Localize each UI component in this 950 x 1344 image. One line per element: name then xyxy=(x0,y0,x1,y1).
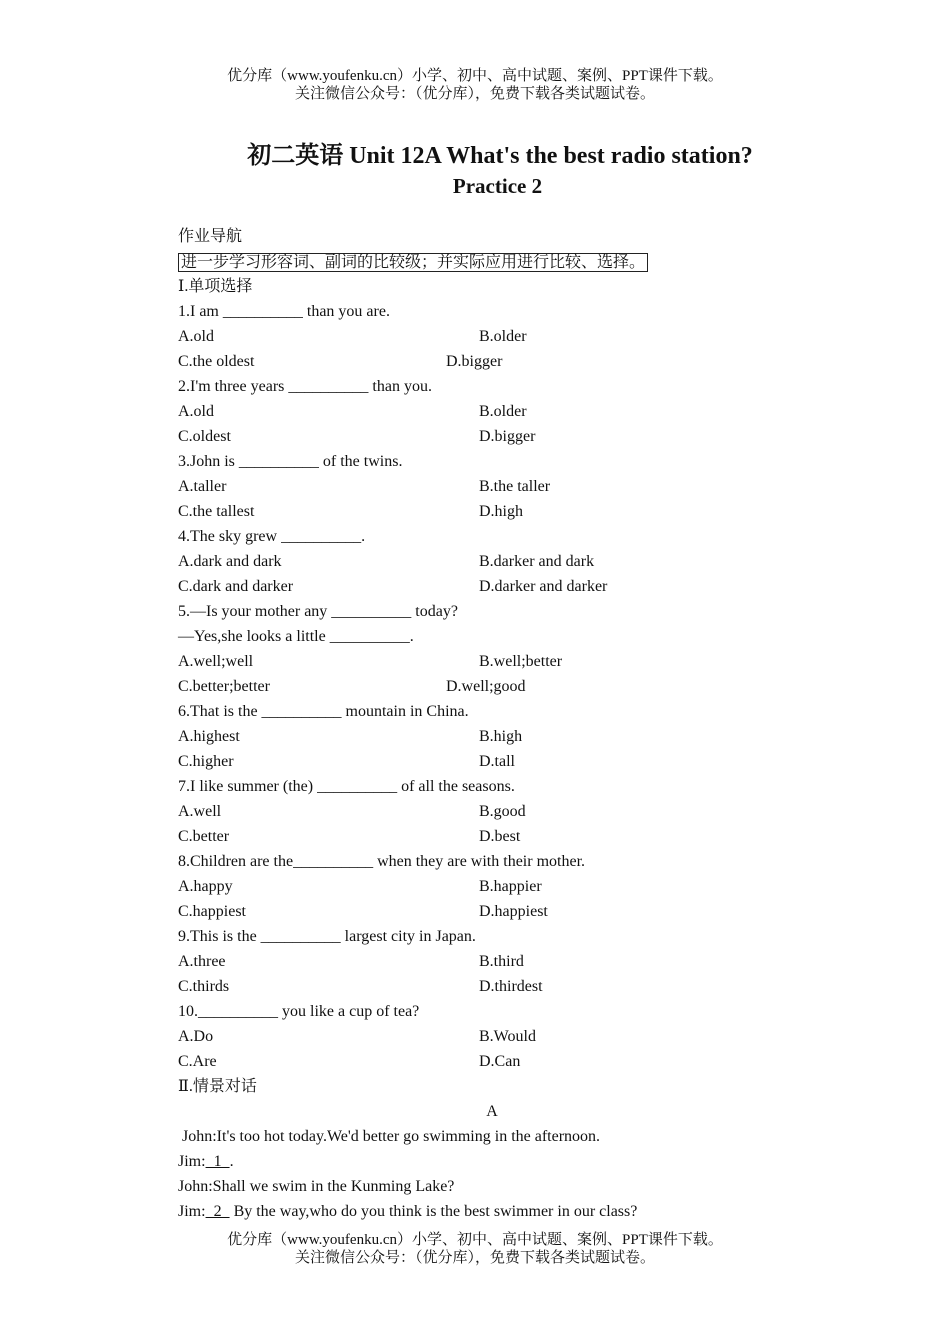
question-stem: 6.That is the __________ mountain in China. xyxy=(178,703,469,720)
dialogue-blank: 2 xyxy=(205,1203,230,1220)
dialogue-line xyxy=(178,1199,778,1224)
option-row xyxy=(178,474,778,499)
page-header-top xyxy=(0,67,950,103)
question-stem: 5.—Is your mother any __________ today? xyxy=(178,603,458,620)
dialogue-text: Shall we swim in the Kunming Lake? xyxy=(212,1178,455,1195)
option-row xyxy=(178,649,778,674)
option-d: D.high xyxy=(479,503,523,520)
option-d: D.tall xyxy=(479,753,515,770)
option-b: B.third xyxy=(479,953,524,970)
option-row xyxy=(178,724,778,749)
header-line-1: 优分库（www.youfenku.cn）小学、初中、高中试题、案例、PPT课件下载。 xyxy=(227,68,723,84)
dialogue-line xyxy=(178,1124,778,1149)
option-a: A.well xyxy=(178,803,222,820)
option-c: C.Are xyxy=(178,1053,217,1070)
option-d: D.bigger xyxy=(446,353,503,370)
question-stem-2: —Yes,she looks a little __________. xyxy=(178,628,414,645)
option-row xyxy=(178,349,778,374)
option-c: C.better;better xyxy=(178,678,270,695)
option-d: D.Can xyxy=(479,1053,521,1070)
option-c: C.oldest xyxy=(178,428,231,445)
dialogue-text: . xyxy=(229,1153,234,1170)
question-stem: 9.This is the __________ largest city in Japan. xyxy=(178,928,476,945)
option-a: A.old xyxy=(178,403,214,420)
worksheet-body xyxy=(178,224,778,1224)
question-stem: 2.I'm three years __________ than you. xyxy=(178,378,432,395)
option-b: B.happier xyxy=(479,878,542,895)
header-line-2: 关注微信公众号：（优分库），免费下载各类试题试卷。 xyxy=(294,86,655,102)
dialogue-speaker: Jim: xyxy=(178,1153,206,1170)
dialogue-speaker: John: xyxy=(178,1178,213,1195)
page-title: 初二英语 Unit 12A What's the best radio station? xyxy=(247,143,753,169)
guide-box-row xyxy=(178,249,778,274)
page-subtitle: Practice 2 xyxy=(452,174,543,198)
dialogue-speaker: John: xyxy=(182,1128,217,1145)
dialogue-blank: 1 xyxy=(205,1153,230,1170)
question-stem: 7.I like summer (the) __________ of all the seasons. xyxy=(178,778,515,795)
option-row xyxy=(178,799,778,824)
question-stem: 3.John is __________ of the twins. xyxy=(178,453,403,470)
option-row xyxy=(178,674,778,699)
option-b: B.older xyxy=(479,328,527,345)
option-a: A.highest xyxy=(178,728,240,745)
section1-heading: Ⅰ.单项选择 xyxy=(178,278,253,295)
dialogue-text: By the way,who do you think is the best swimmer in our class? xyxy=(229,1203,638,1220)
guide-label: 作业导航 xyxy=(178,228,243,245)
option-d: D.best xyxy=(479,828,521,845)
option-row xyxy=(178,1024,778,1049)
option-row xyxy=(178,824,778,849)
option-c: C.better xyxy=(178,828,230,845)
option-row xyxy=(178,499,778,524)
option-b: B.older xyxy=(479,403,527,420)
option-row xyxy=(178,424,778,449)
option-row xyxy=(178,324,778,349)
option-a: A.taller xyxy=(178,478,227,495)
option-b: B.Would xyxy=(479,1028,536,1045)
option-row xyxy=(178,749,778,774)
option-b: B.good xyxy=(479,803,526,820)
option-c: C.the tallest xyxy=(178,503,255,520)
option-c: C.the oldest xyxy=(178,353,255,370)
option-row xyxy=(178,1049,778,1074)
option-b: B.well;better xyxy=(479,653,563,670)
option-c: C.dark and darker xyxy=(178,578,294,595)
option-d: D.thirdest xyxy=(479,978,543,995)
option-c: C.happiest xyxy=(178,903,246,920)
option-a: A.three xyxy=(178,953,226,970)
option-row xyxy=(178,574,778,599)
dialogue-line xyxy=(178,1174,778,1199)
dialogue-line xyxy=(178,1149,778,1174)
option-row xyxy=(178,874,778,899)
option-row xyxy=(178,974,778,999)
option-d: D.well;good xyxy=(446,678,526,695)
option-c: C.thirds xyxy=(178,978,230,995)
dialogue-text: It's too hot today.We'd better go swimming in the afternoon. xyxy=(216,1128,601,1145)
option-row xyxy=(178,949,778,974)
footer-line-2: 关注微信公众号：（优分库），免费下载各类试题试卷。 xyxy=(294,1250,655,1266)
question-stem: 8.Children are the__________ when they are with their mother. xyxy=(178,853,586,870)
option-a: A.dark and dark xyxy=(178,553,282,570)
guide-boxed-text: 进一步学习形容词、副词的比较级；并实际应用进行比较、选择。 xyxy=(178,253,648,272)
question-stem: 1.I am __________ than you are. xyxy=(178,303,390,320)
option-a: A.Do xyxy=(178,1028,214,1045)
option-row xyxy=(178,899,778,924)
question-stem: 4.The sky grew __________. xyxy=(178,528,366,545)
option-a: A.well;well xyxy=(178,653,254,670)
dialogue-speaker: Jim: xyxy=(178,1203,206,1220)
footer-line-1: 优分库（www.youfenku.cn）小学、初中、高中试题、案例、PPT课件下载。 xyxy=(227,1232,723,1248)
option-row xyxy=(178,549,778,574)
option-a: A.happy xyxy=(178,878,233,895)
page-footer xyxy=(0,1231,950,1267)
section2-part-label: A xyxy=(486,1103,498,1120)
option-d: D.happiest xyxy=(479,903,548,920)
option-row xyxy=(178,399,778,424)
option-a: A.old xyxy=(178,328,214,345)
option-d: D.darker and darker xyxy=(479,578,608,595)
question-stem: 10.__________ you like a cup of tea? xyxy=(178,1003,420,1020)
option-b: B.high xyxy=(479,728,523,745)
option-b: B.the taller xyxy=(479,478,551,495)
section2-heading: Ⅱ.情景对话 xyxy=(178,1078,257,1095)
option-c: C.higher xyxy=(178,753,234,770)
option-d: D.bigger xyxy=(479,428,536,445)
option-b: B.darker and dark xyxy=(479,553,595,570)
